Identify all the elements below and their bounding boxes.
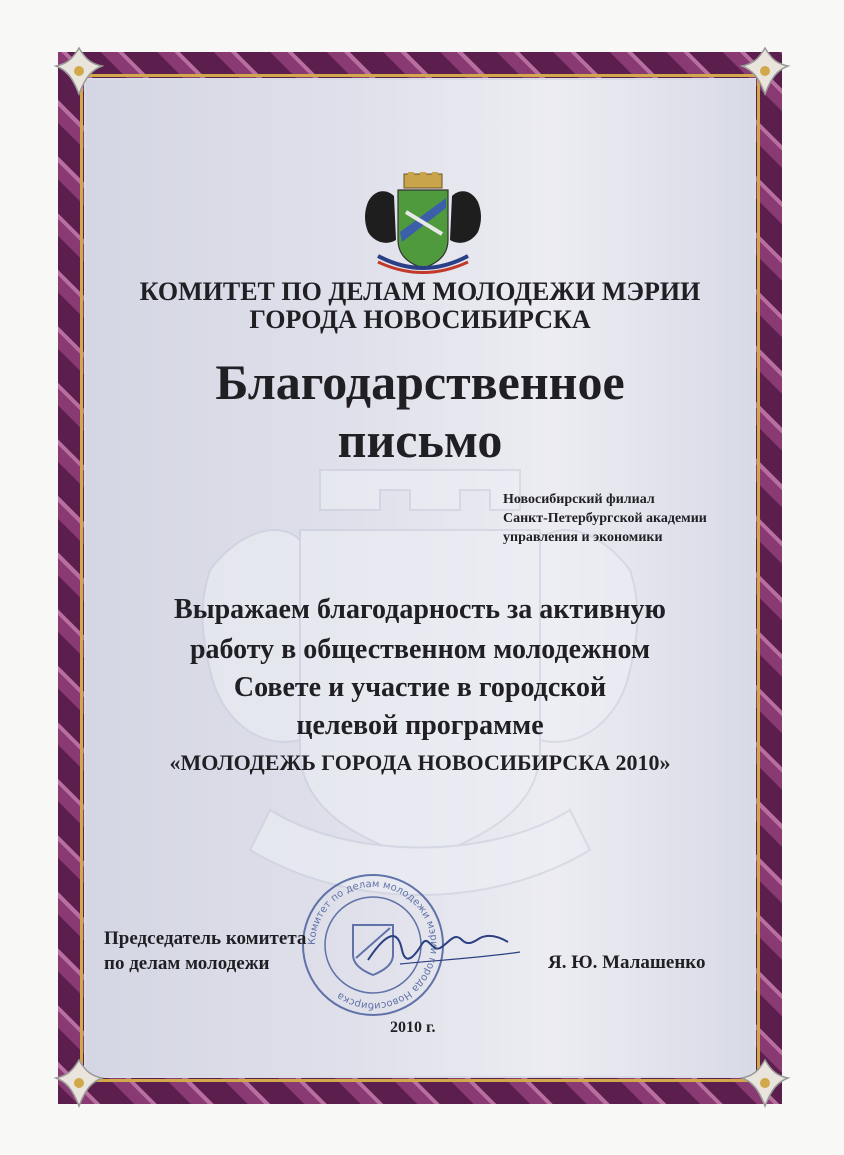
recipient-block	[503, 490, 753, 547]
issuer-line-2: ГОРОДА НОВОСИБИРСКА	[249, 305, 591, 334]
signer-role-line-1: Председатель комитета	[104, 928, 307, 949]
signer-role-line-2: по делам молодежи	[104, 953, 270, 974]
document-title-line-2: письмо	[337, 412, 503, 468]
recipient-line-2: Санкт-Петербургской академии	[503, 511, 707, 526]
corner-top-right-fleur-icon	[738, 44, 792, 98]
corner-top-left-fleur-icon	[52, 44, 106, 98]
program-name: «МОЛОДЕЖЬ ГОРОДА НОВОСИБИРСКА 2010»	[169, 750, 671, 775]
body-line-2: работу в общественном молодежном	[189, 634, 651, 665]
body-line-3: Совете и участие в городской	[233, 672, 607, 703]
corner-bottom-right-fleur-icon	[738, 1056, 792, 1110]
document-title-line-1: Благодарственное	[215, 354, 625, 410]
corner-bottom-left-fleur-icon	[52, 1056, 106, 1110]
body-line-1: Выражаем благодарность за активную	[174, 594, 666, 625]
signer-name: Я. Ю. Малашенко	[548, 952, 706, 973]
issue-year: 2010 г.	[390, 1019, 436, 1036]
novosibirsk-coat-of-arms-icon	[356, 172, 490, 276]
handwritten-signature-icon	[360, 920, 530, 980]
issuer-line-1: КОМИТЕТ ПО ДЕЛАМ МОЛОДЕЖИ МЭРИИ	[139, 277, 701, 306]
body-line-4: целевой программе	[296, 710, 544, 741]
recipient-line-1: Новосибирский филиал	[503, 492, 655, 507]
signer-role	[104, 926, 364, 976]
stamp-ring-text: Комитет по делам молодежи мэрии города Новосибирска	[306, 878, 440, 1012]
recipient-line-3: управления и экономики	[503, 530, 663, 545]
